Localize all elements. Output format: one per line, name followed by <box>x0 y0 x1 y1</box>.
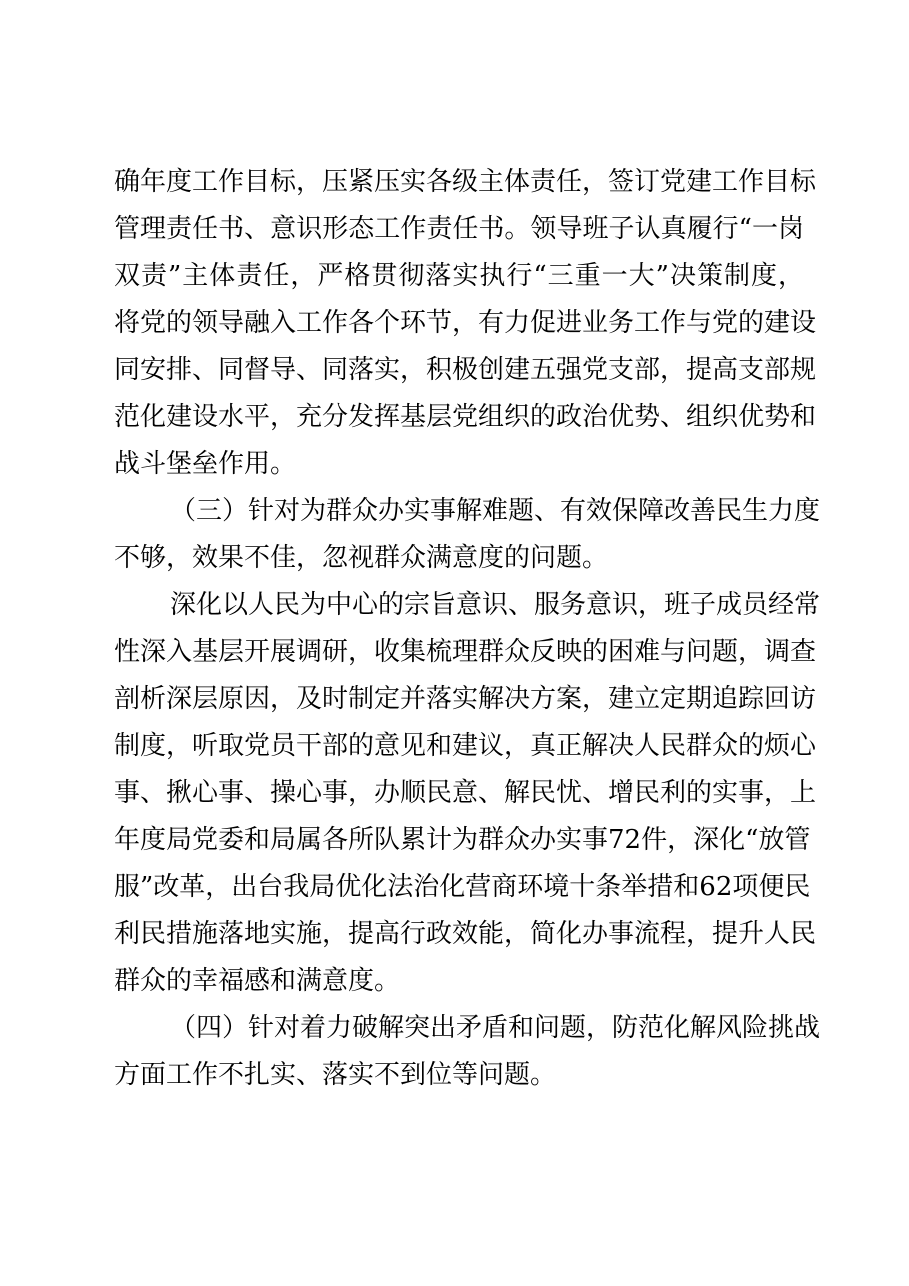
paragraph-line: 事、揪心事、操心事，办顺民意、解民忧、增民利的实事，上 <box>114 778 817 808</box>
paragraph-line: 制度，听取党员干部的意见和建议，真正解决人民群众的烦心 <box>114 731 817 761</box>
section-heading-line: （三）针对为群众办实事解难题、有效保障改善民生力度 <box>170 496 821 526</box>
paragraph-line: 确年度工作目标，压紧压实各级主体责任，签订党建工作目标 <box>114 167 817 197</box>
section-heading-line: 方面工作不扎实、落实不到位等问题。 <box>114 1060 557 1090</box>
paragraph-line: 战斗堡垒作用。 <box>114 449 297 479</box>
section-heading-line: （四）针对着力破解突出矛盾和问题，防范化解风险挑战 <box>170 1013 821 1043</box>
paragraph-line: 管理责任书、意识形态工作责任书。领导班子认真履行“一岗 <box>114 214 804 244</box>
paragraph-line: 性深入基层开展调研，收集梳理群众反映的困难与问题，调查 <box>114 637 817 667</box>
paragraph-line: 服”改革，出台我局优化法治化营商环境十条举措和62项便民 <box>114 872 811 902</box>
paragraph-line: 将党的领导融入工作各个环节，有力促进业务工作与党的建设 <box>114 308 817 338</box>
paragraph-line: 范化建设水平，充分发挥基层党组织的政治优势、组织优势和 <box>114 402 817 432</box>
section-heading-line: 不够，效果不佳，忽视群众满意度的问题。 <box>114 543 609 573</box>
paragraph-line: 双责”主体责任，严格贯彻落实执行“三重一大”决策制度， <box>114 261 804 291</box>
paragraph-line: 群众的幸福感和满意度。 <box>114 966 401 996</box>
paragraph-line: 同安排、同督导、同落实，积极创建五强党支部，提高支部规 <box>114 355 817 385</box>
paragraph-line: 深化以人民为中心的宗旨意识、服务意识，班子成员经常 <box>170 590 821 620</box>
paragraph-line: 年度局党委和局属各所队累计为群众办实事72件，深化“放管 <box>114 825 811 855</box>
paragraph-line: 剖析深层原因，及时制定并落实解决方案，建立定期追踪回访 <box>114 684 817 714</box>
paragraph-line: 利民措施落地实施，提高行政效能，简化办事流程，提升人民 <box>114 919 817 949</box>
